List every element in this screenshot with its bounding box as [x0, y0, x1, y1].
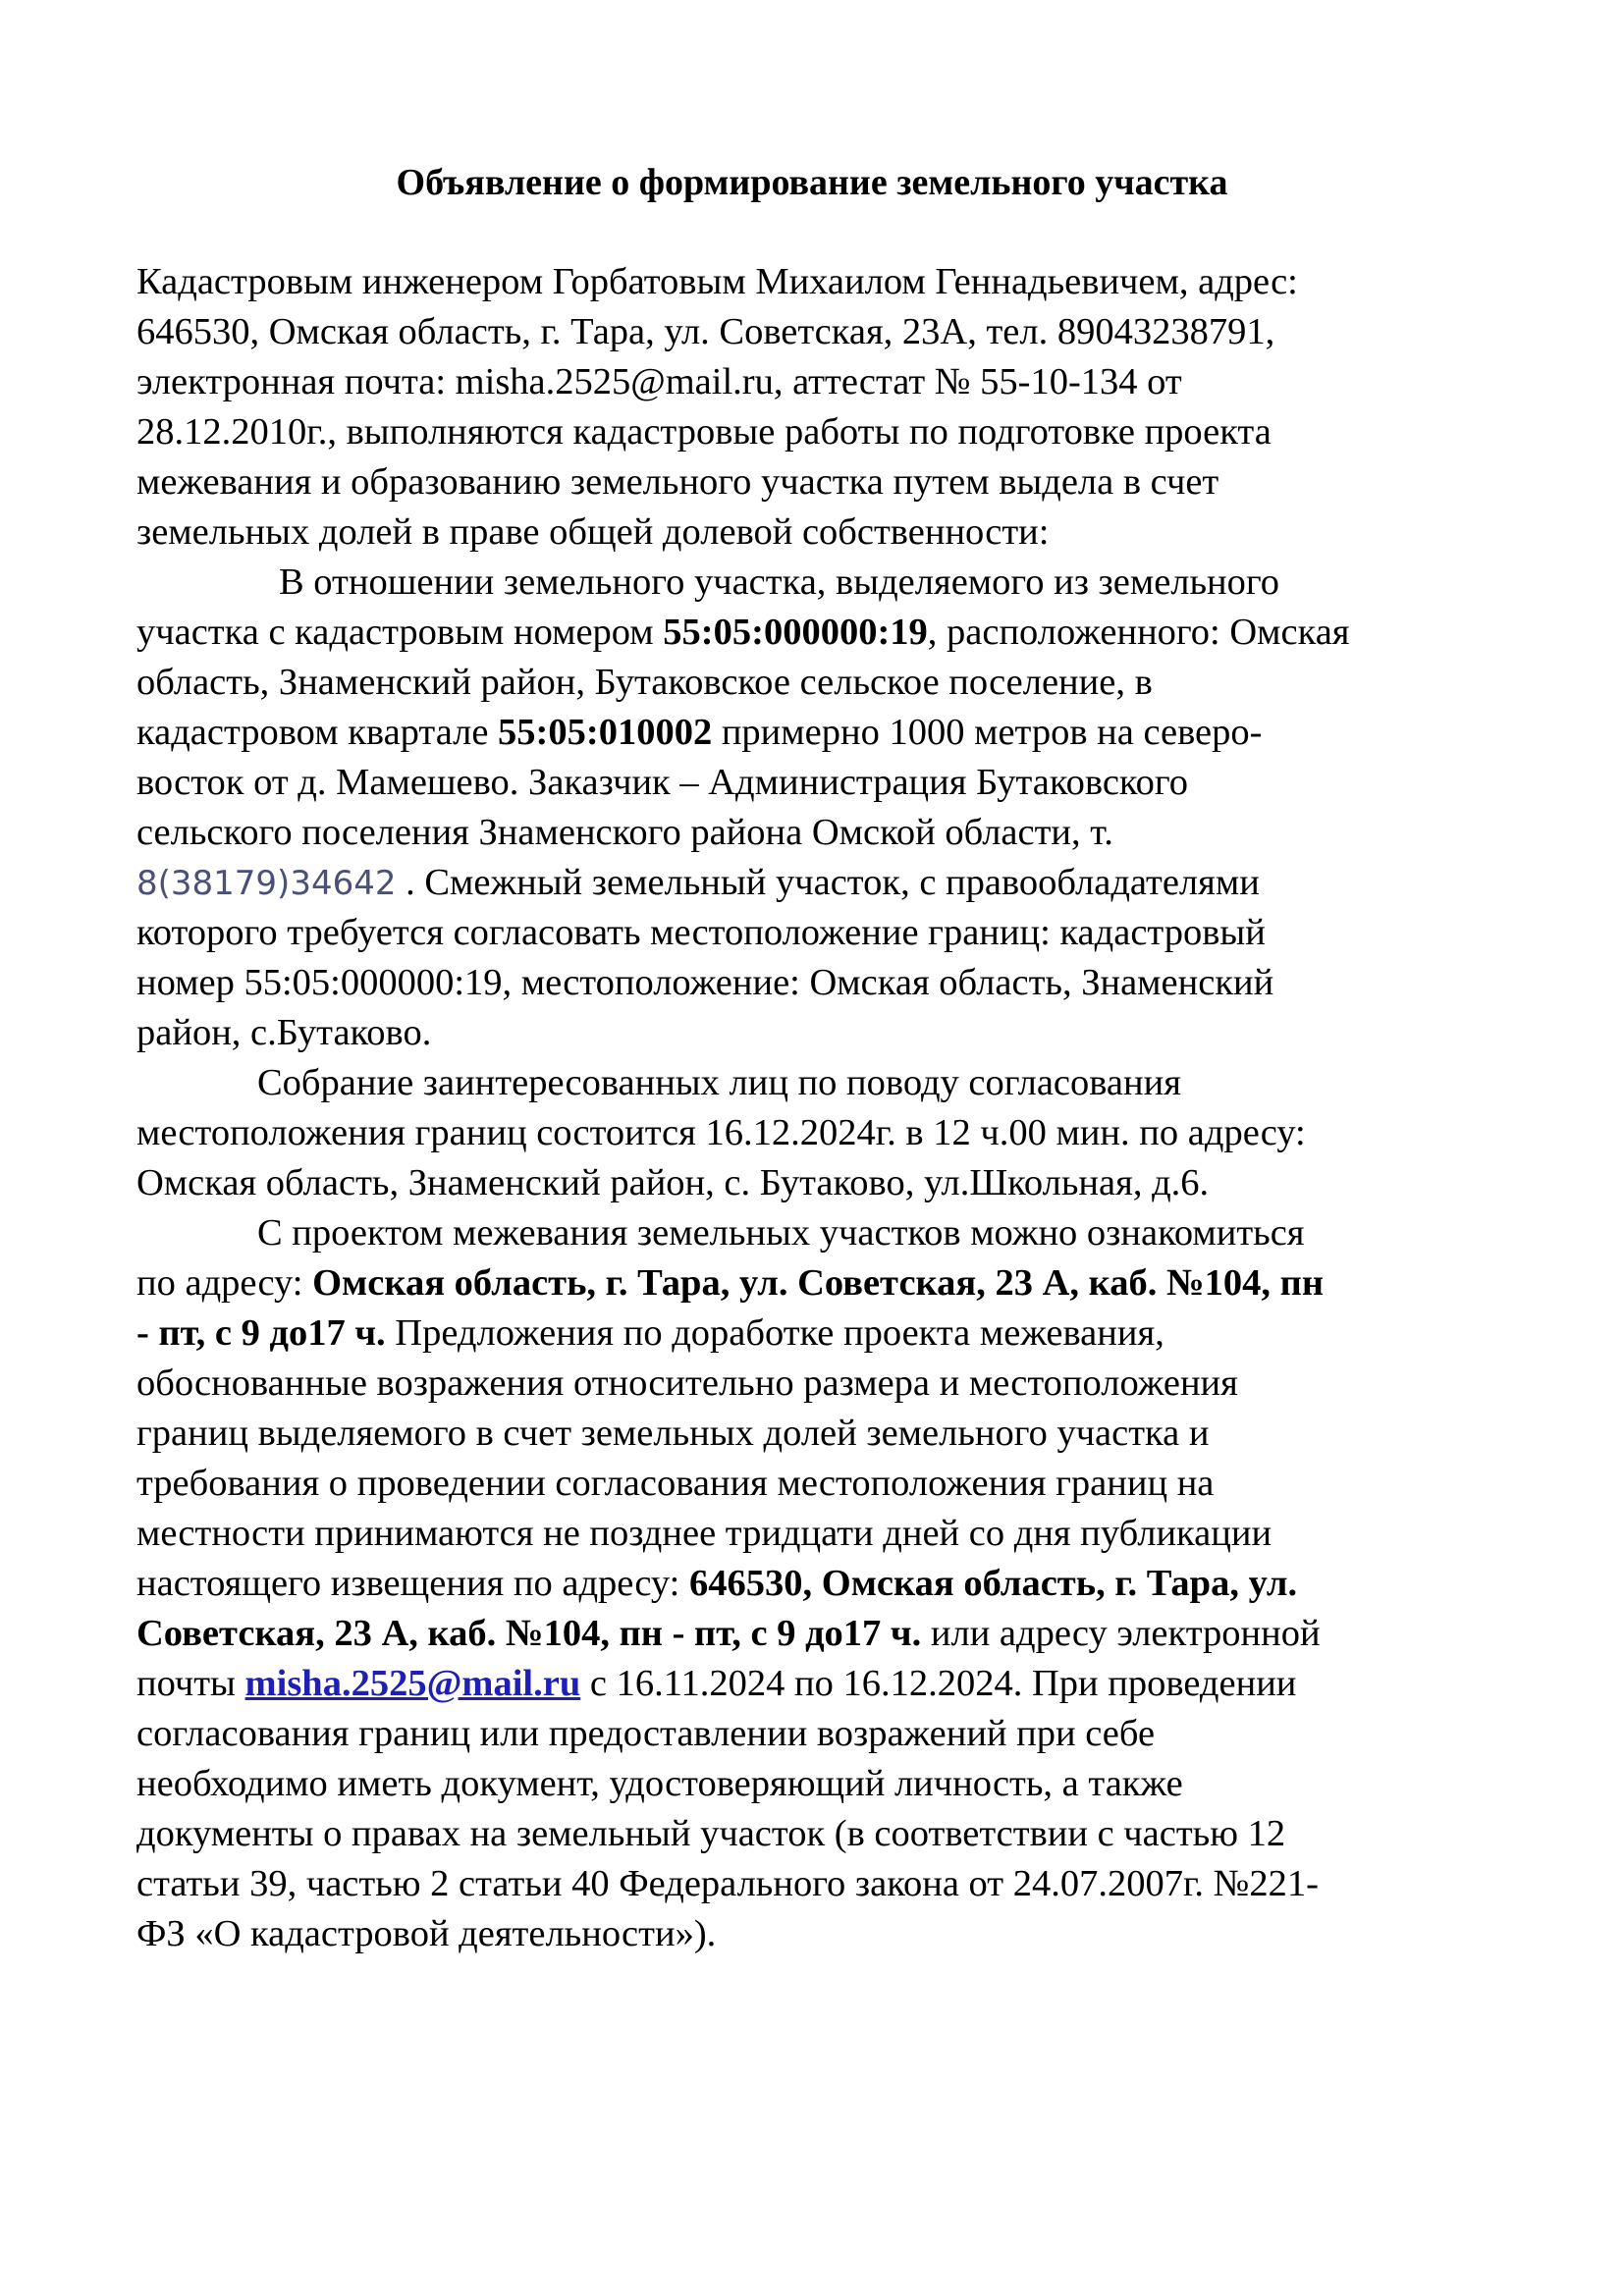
text-line-18: местоположения границ состоится 16.12.2024г. в 12 ч.00 мин. по адресу: [136, 1112, 1306, 1153]
cadastral-quarter: 55:05:010002 [498, 712, 713, 753]
text-line-15: номер 55:05:000000:19, местоположение: Омская область, Знаменский [136, 962, 1274, 1003]
text-line-7: В отношении земельного участка, выделяемого из земельного [279, 561, 1279, 603]
text-line-26: местности принимаются не позднее тридцати дней со дня публикации [136, 1513, 1272, 1554]
text-line-33: статьи 39, частью 2 статьи 40 Федерального закона от 24.07.2007г. №221- [136, 1863, 1319, 1904]
text-line-31: необходимо иметь документ, удостоверяющий личность, а также [136, 1763, 1183, 1804]
text-span: с 16.11.2024 по 16.12.2024. При проведении [580, 1663, 1297, 1704]
text-line-8 [136, 608, 1350, 657]
cadastral-number: 55:05:000000:19 [663, 612, 928, 653]
text-line-24: границ выделяемого в счет земельных долей земельного участка и [136, 1413, 1210, 1454]
address-bold: Советская, 23 А, каб. №104, пн - пт, с 9 до17 ч. [136, 1613, 922, 1654]
address-bold: 646530, Омская область, г. Тара, ул. [689, 1563, 1298, 1604]
text-line-2: 646530, Омская область, г. Тара, ул. Советская, 23А, тел. 89043238791, [136, 311, 1275, 352]
text-line-5: межевания и образованию земельного участка путем выдела в счет [136, 461, 1219, 503]
text-span: . Смежный земельный участок, с правообладателями [396, 862, 1260, 903]
text-line-21 [136, 1258, 1324, 1308]
text-line-1: Кадастровым инженером Горбатовым Михаилом Геннадьевичем, адрес: [136, 261, 1298, 302]
hours-bold: - пт, с 9 до17 ч. [136, 1312, 386, 1354]
text-span: примерно 1000 метров на северо- [712, 712, 1263, 753]
text-line-4: 28.12.2010г., выполняются кадастровые работы по подготовке проекта [136, 411, 1272, 453]
phone-number: 8(38179)34642 [136, 864, 397, 903]
text-line-11: восток от д. Мамешево. Заказчик – Администрация Бутаковского [136, 762, 1188, 803]
text-line-6: земельных долей в праве общей долевой собственности: [136, 511, 1050, 553]
text-span: почты [136, 1663, 245, 1704]
text-span: кадастровом квартале [136, 712, 499, 753]
text-line-34: ФЗ «О кадастровой деятельности»). [136, 1913, 717, 1954]
text-line-12: сельского поселения Знаменского района Омской области, т. [136, 812, 1113, 853]
text-line-23: обоснованные возражения относительно размера и местоположения [136, 1362, 1238, 1404]
address-bold: Омская область, г. Тара, ул. Советская, 23 А, каб. №104, пн [312, 1262, 1325, 1304]
text-span: участка с кадастровым номером [136, 612, 664, 653]
text-line-20: С проектом межевания земельных участков можно ознакомиться [257, 1212, 1305, 1254]
text-line-10 [136, 708, 1262, 757]
text-line-22 [136, 1308, 1164, 1358]
text-line-28 [136, 1609, 1321, 1658]
document-title: Объявление о формирование земельного участка [396, 162, 1228, 203]
text-line-32: документы о правах на земельный участок (в соответствии с частью 12 [136, 1813, 1286, 1854]
text-line-27 [136, 1559, 1297, 1608]
text-span: или адресу электронной [921, 1613, 1321, 1654]
text-line-13 [136, 858, 1260, 908]
text-span: Предложения по доработке проекта межевания, [385, 1312, 1164, 1354]
text-span: настоящего извещения по адресу: [136, 1563, 689, 1604]
text-span: , расположенного: Омская [927, 612, 1350, 653]
text-line-19: Омская область, Знаменский район, с. Бутаково, ул.Школьная, д.6. [136, 1162, 1210, 1203]
email-link[interactable]: misha.2525@mail.ru [244, 1663, 581, 1704]
text-line-16: район, с.Бутаково. [136, 1012, 432, 1053]
text-line-14: которого требуется согласовать местоположение границ: кадастровый [136, 912, 1266, 953]
text-span: по адресу: [136, 1262, 313, 1304]
text-line-3: электронная почта: misha.2525@mail.ru, аттестат № 55-10-134 от [136, 361, 1182, 402]
text-line-30: согласования границ или предоставлении возражений при себе [136, 1713, 1156, 1754]
text-line-9: область, Знаменский район, Бутаковское сельское поселение, в [136, 662, 1153, 703]
text-line-17: Собрание заинтересованных лиц по поводу согласования [257, 1062, 1181, 1103]
text-line-25: требования о проведении согласования местоположения границ на [136, 1463, 1215, 1504]
text-line-29 [136, 1659, 1296, 1708]
